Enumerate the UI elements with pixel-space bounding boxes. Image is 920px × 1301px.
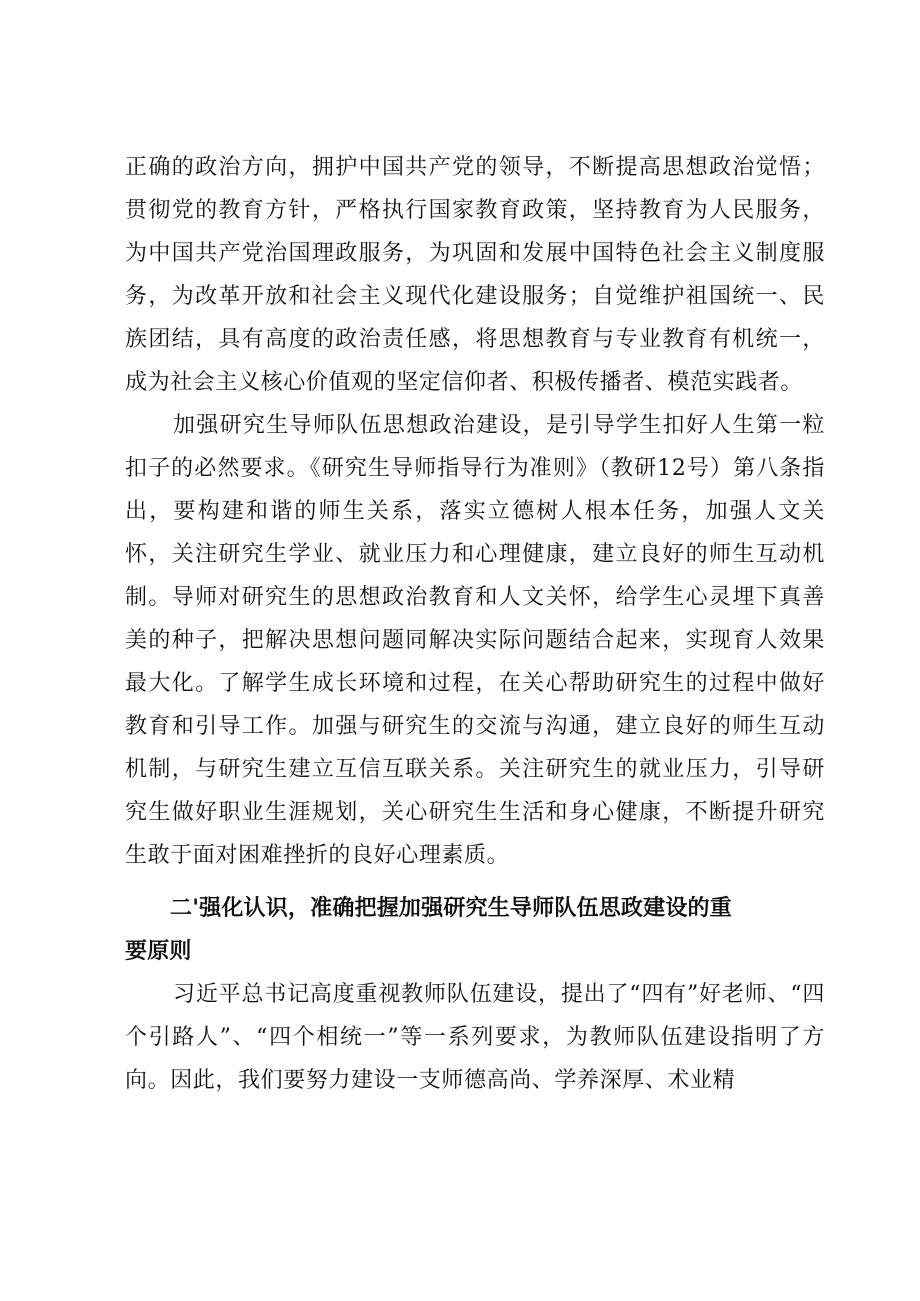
section-heading-line-1: 二'强化认识，准确把握加强研究生导师队伍思政建设的重 [170,896,732,921]
paragraph-supervisor-ideology: 加强研究生导师队伍思想政治建设，是引导学生扣好人生第一粒扣子的必然要求。《研究生导师指导行为准则》（教研12号）第八条指出，要构建和谐的师生关系，落实立德树人根本任务，加强人文关怀，关注研究生学业、就业压力和心理健康，建立良好的师生互动机制。导师对研究生的思想政治教育和人文关怀，给学生心灵埋下真善美的种子，把解决思想问题同解决实际问题结合起来，实现育人效果最大化。了解学生成长环境和过程，在关心帮助研究生的过程中做好教育和引导工作。加强与研究生的交流与沟通，建立良好的师生互动机制，与研究生建立互信互联关系。关注研究生的就业压力，引导研究生做好职业生涯规划，关心研究生生活和身心健康，不断提升研究生敢于面对困难挫折的良好心理素质。 [125,413,825,868]
section-heading-line-2: 要原则 [125,939,192,964]
paragraph-political-direction: 正确的政治方向，拥护中国共产党的领导，不断提高思想政治觉悟；贯彻党的教育方针，严格执行国家教育政策，坚持教育为人民服务，为中国共产党治国理政服务，为巩固和发展中国特色社会主义制度服务，为改革开放和社会主义现代化建设服务；自觉维护祖国统一、民族团结，具有高度的政治责任感，将思想教育与专业教育有机统一，成为社会主义核心价值观的坚定信仰者、积极传播者、模范实践者。 [125,155,825,395]
document-body [125,146,825,1102]
section-heading [125,887,810,973]
paragraph-teacher-team: 习近平总书记高度重视教师队伍建设，提出了“四有”好老师、“四个引路人”、“四个相统一”等一系列要求，为教师队伍建设指明了方向。因此，我们要努力建设一支师德高尚、学养深厚、术业精 [125,982,825,1093]
